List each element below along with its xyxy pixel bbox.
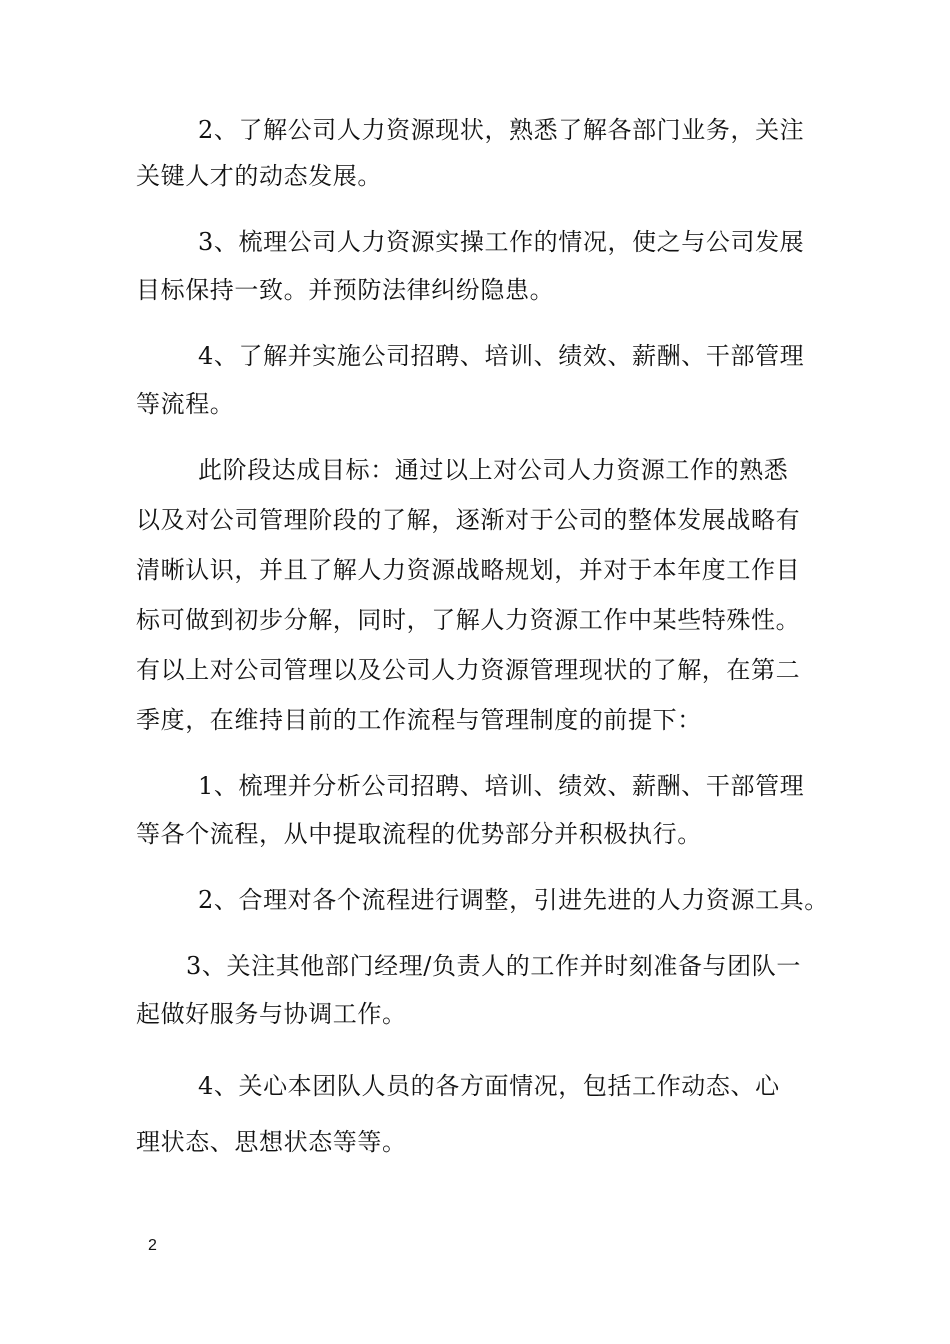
paragraph-4-line-2: 以及对公司管理阶段的了解，逐渐对于公司的整体发展战略有: [136, 506, 801, 534]
paragraph-3-line-1: 4、了解并实施公司招聘、培训、绩效、薪酬、干部管理: [198, 342, 805, 370]
paragraph-4-line-6: 季度，在维持目前的工作流程与管理制度的前提下：: [136, 706, 702, 734]
paragraph-2-line-2: 目标保持一致。并预防法律纠纷隐患。: [136, 276, 555, 304]
paragraph-3-line-2: 等流程。: [136, 390, 235, 418]
paragraph-4-line-3: 清晰认识，并且了解人力资源战略规划，并对于本年度工作目: [136, 556, 801, 584]
paragraph-4-line-1: 此阶段达成目标：通过以上对公司人力资源工作的熟悉: [198, 456, 789, 484]
paragraph-8-line-1: 4、关心本团队人员的各方面情况，包括工作动态、心: [198, 1072, 780, 1100]
paragraph-5-line-2: 等各个流程，从中提取流程的优势部分并积极执行。: [136, 820, 702, 848]
paragraph-4-line-5: 有以上对公司管理以及公司人力资源管理现状的了解，在第二: [136, 656, 801, 684]
paragraph-7-line-2: 起做好服务与协调工作。: [136, 1000, 407, 1028]
paragraph-7-line-1: 3、关注其他部门经理/负责人的工作并时刻准备与团队一: [186, 952, 801, 980]
paragraph-5-line-1: 1、梳理并分析公司招聘、培训、绩效、薪酬、干部管理: [198, 772, 805, 800]
paragraph-2-line-1: 3、梳理公司人力资源实操工作的情况，使之与公司发展: [198, 228, 805, 256]
paragraph-6-line-1: 2、合理对各个流程进行调整，引进先进的人力资源工具。: [198, 886, 829, 914]
paragraph-4-line-4: 标可做到初步分解，同时，了解人力资源工作中某些特殊性。: [136, 606, 801, 634]
page-number: 2: [148, 1237, 157, 1254]
paragraph-8-line-2: 理状态、思想状态等等。: [136, 1128, 407, 1156]
paragraph-1-line-2: 关键人才的动态发展。: [136, 162, 382, 190]
paragraph-1-line-1: 2、了解公司人力资源现状，熟悉了解各部门业务，关注: [198, 116, 805, 144]
